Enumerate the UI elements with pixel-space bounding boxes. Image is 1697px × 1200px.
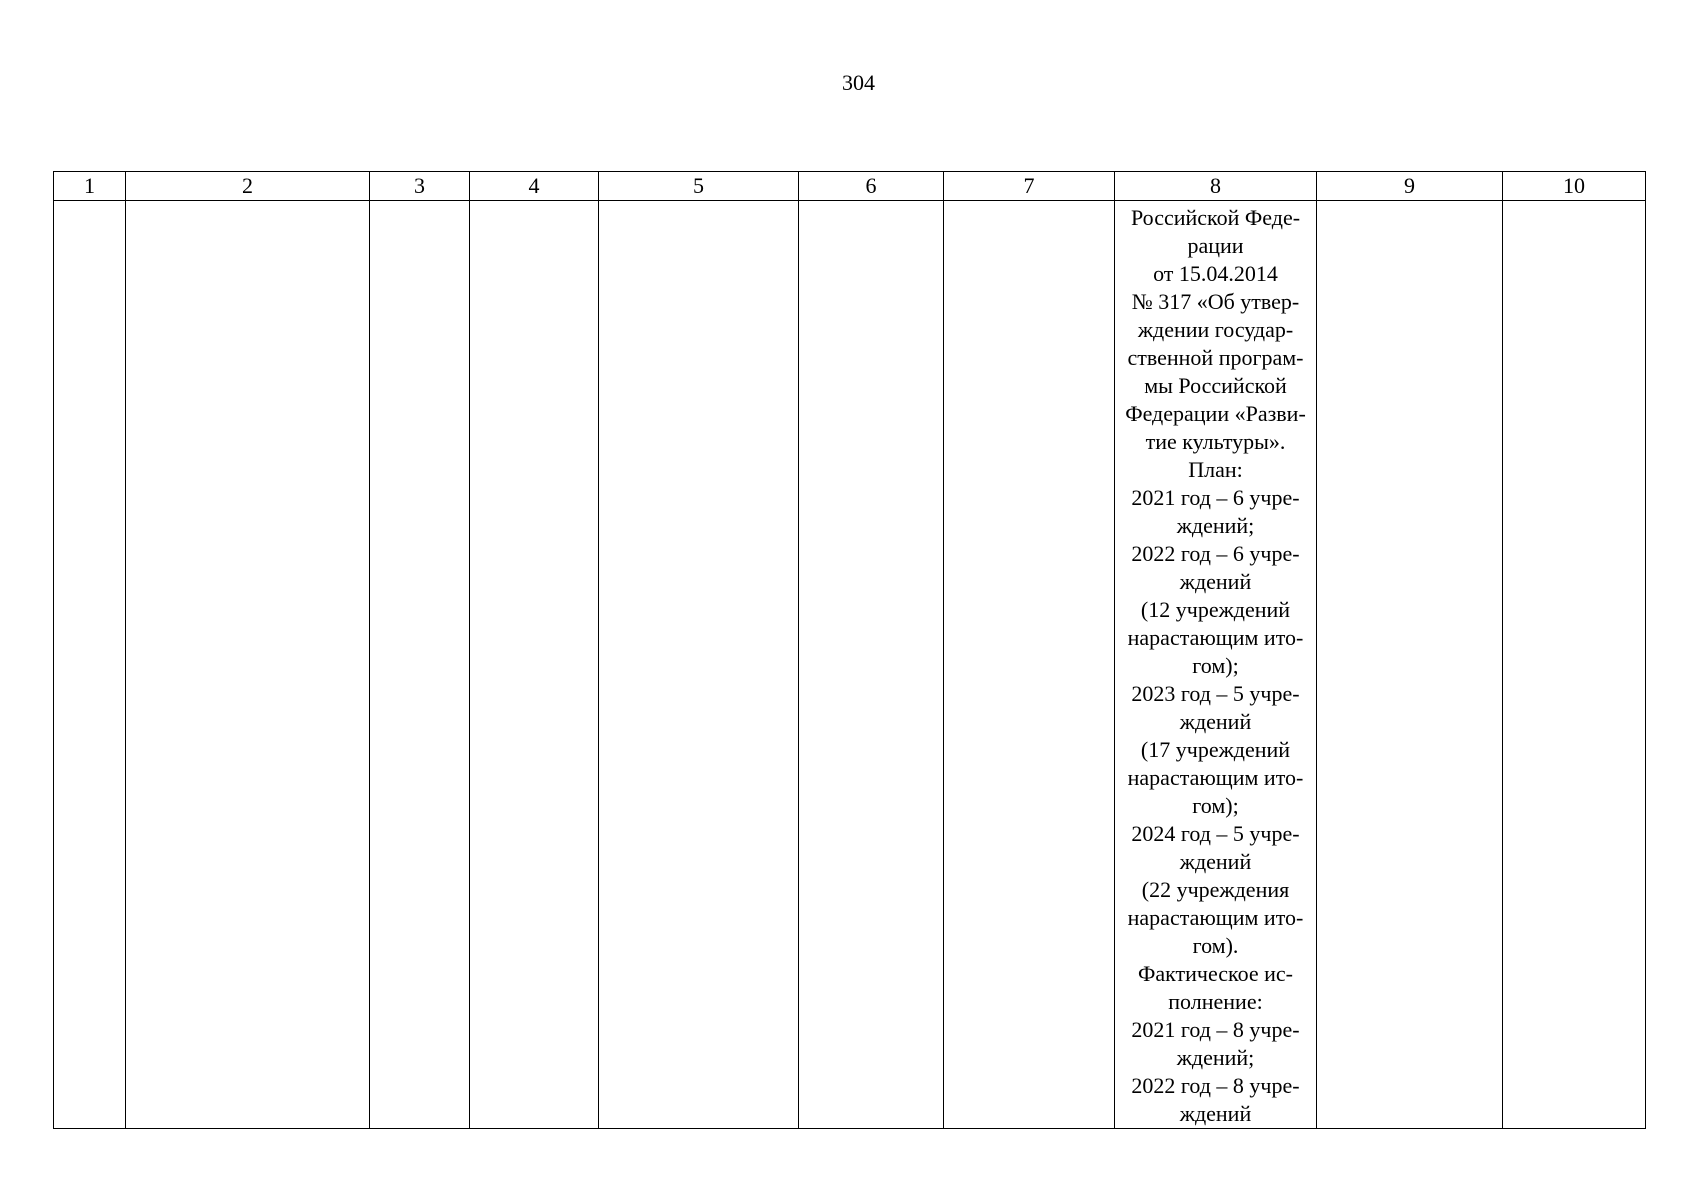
column-number-header: 2 bbox=[126, 172, 370, 201]
cell-text-line: Фактическое ис- bbox=[1137, 961, 1294, 986]
column-number-header: 9 bbox=[1317, 172, 1503, 201]
table-cell-col10 bbox=[1503, 201, 1646, 1129]
cell-text-line: от 15.04.2014 bbox=[1153, 261, 1278, 286]
page-number: 304 bbox=[842, 70, 875, 95]
cell-text-line: ственной програм- bbox=[1127, 345, 1304, 370]
cell-text-line: мы Российской bbox=[1144, 373, 1287, 398]
table-cell-col9 bbox=[1317, 201, 1503, 1129]
cell-text-line: ждений bbox=[1179, 709, 1252, 734]
column-number-header: 1 bbox=[54, 172, 126, 201]
cell-text-line: 2022 год – 8 учре- bbox=[1131, 1073, 1300, 1098]
cell-text-line: № 317 «Об утвер- bbox=[1131, 289, 1300, 314]
cell-text-line: (22 учреждения bbox=[1141, 877, 1290, 902]
table-cell-col4 bbox=[470, 201, 599, 1129]
cell-text-line: ждений bbox=[1179, 1101, 1252, 1126]
column-number-header: 6 bbox=[799, 172, 944, 201]
cell-text-line: гом); bbox=[1192, 793, 1239, 818]
cell-text-line: ждений bbox=[1179, 849, 1252, 874]
cell-text-line: тие культуры». bbox=[1145, 429, 1286, 454]
column-number-header: 4 bbox=[470, 172, 599, 201]
table-cell-col8 bbox=[1115, 201, 1317, 1129]
cell-text-line: гом). bbox=[1192, 933, 1239, 958]
column-number-row bbox=[54, 172, 1646, 201]
table-cell-col5 bbox=[599, 201, 799, 1129]
cell-text-line: 2022 год – 6 учре- bbox=[1131, 541, 1300, 566]
cell-text-line: нарастающим ито- bbox=[1127, 625, 1304, 650]
cell-text-line: План: bbox=[1188, 457, 1243, 482]
cell-text-line: гом); bbox=[1192, 653, 1239, 678]
cell-text-line: ждений; bbox=[1176, 513, 1255, 538]
cell-text-line: 2023 год – 5 учре- bbox=[1131, 681, 1300, 706]
document-table bbox=[53, 171, 1646, 1129]
column-number-header: 8 bbox=[1115, 172, 1317, 201]
table-cell-col3 bbox=[370, 201, 470, 1129]
cell-text-line: ждений; bbox=[1176, 1045, 1255, 1070]
cell-text-line: ждении государ- bbox=[1137, 317, 1294, 342]
column-number-header: 5 bbox=[599, 172, 799, 201]
cell-text-line: нарастающим ито- bbox=[1127, 905, 1304, 930]
cell-text-line: полнение: bbox=[1168, 989, 1263, 1014]
table-cell-col1 bbox=[54, 201, 126, 1129]
cell-text-line: (17 учреждений bbox=[1140, 737, 1291, 762]
cell-text-line: ждений bbox=[1179, 569, 1252, 594]
cell-text-line: 2021 год – 8 учре- bbox=[1131, 1017, 1300, 1042]
table-cell-col2 bbox=[126, 201, 370, 1129]
cell-text-line: 2024 год – 5 учре- bbox=[1131, 821, 1300, 846]
cell-text-line: Федерации «Разви- bbox=[1125, 401, 1306, 426]
column-number-header: 7 bbox=[944, 172, 1115, 201]
table-cell-col7 bbox=[944, 201, 1115, 1129]
column-number-header: 3 bbox=[370, 172, 470, 201]
cell-text-line: нарастающим ито- bbox=[1127, 765, 1304, 790]
table-cell-col6 bbox=[799, 201, 944, 1129]
cell-text-col8 bbox=[1115, 201, 1316, 1128]
cell-text-line: Российской Феде- bbox=[1130, 205, 1301, 230]
table-row bbox=[54, 201, 1646, 1129]
column-number-header: 10 bbox=[1503, 172, 1646, 201]
cell-text-line: рации bbox=[1187, 233, 1244, 258]
cell-text-line: (12 учреждений bbox=[1140, 597, 1291, 622]
cell-text-line: 2021 год – 6 учре- bbox=[1131, 485, 1300, 510]
